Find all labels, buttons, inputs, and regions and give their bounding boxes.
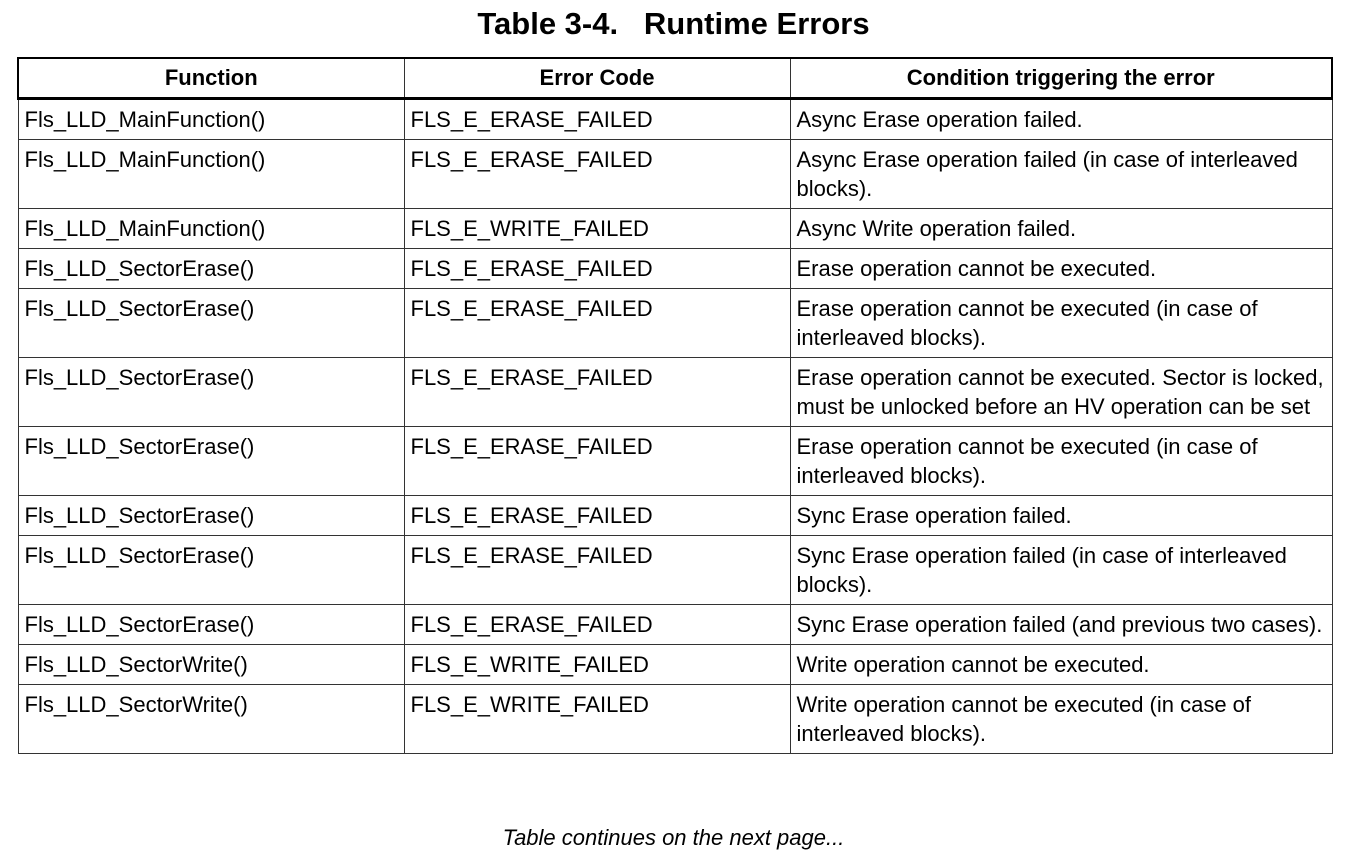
table-row	[18, 605, 1332, 645]
error-code-cell: FLS_E_ERASE_FAILED	[404, 536, 790, 605]
error-code-cell: FLS_E_ERASE_FAILED	[404, 496, 790, 536]
function-cell: Fls_LLD_SectorErase()	[18, 536, 404, 605]
table-row	[18, 140, 1332, 209]
table-row	[18, 685, 1332, 754]
table-header-row	[18, 58, 1332, 99]
function-cell: Fls_LLD_MainFunction()	[18, 99, 404, 140]
function-cell: Fls_LLD_SectorErase()	[18, 496, 404, 536]
column-header-function: Function	[18, 58, 404, 99]
error-code-cell: FLS_E_ERASE_FAILED	[404, 99, 790, 140]
function-cell: Fls_LLD_SectorWrite()	[18, 645, 404, 685]
function-cell: Fls_LLD_MainFunction()	[18, 140, 404, 209]
error-code-cell: FLS_E_WRITE_FAILED	[404, 645, 790, 685]
function-cell: Fls_LLD_SectorErase()	[18, 289, 404, 358]
condition-cell: Async Write operation failed.	[790, 209, 1332, 249]
error-code-cell: FLS_E_ERASE_FAILED	[404, 358, 790, 427]
table-row	[18, 249, 1332, 289]
condition-cell: Erase operation cannot be executed. Sector is locked, must be unlocked before an HV operation can be set	[790, 358, 1332, 427]
error-code-cell: FLS_E_WRITE_FAILED	[404, 685, 790, 754]
condition-cell: Async Erase operation failed.	[790, 99, 1332, 140]
table-row	[18, 427, 1332, 496]
condition-cell: Sync Erase operation failed.	[790, 496, 1332, 536]
error-code-cell: FLS_E_ERASE_FAILED	[404, 605, 790, 645]
function-cell: Fls_LLD_SectorErase()	[18, 427, 404, 496]
condition-cell: Write operation cannot be executed.	[790, 645, 1332, 685]
table-continues-note: Table continues on the next page...	[502, 825, 845, 850]
table-row	[18, 645, 1332, 685]
function-cell: Fls_LLD_SectorWrite()	[18, 685, 404, 754]
column-header-condition: Condition triggering the error	[790, 58, 1332, 99]
condition-cell: Erase operation cannot be executed.	[790, 249, 1332, 289]
column-header-error-code: Error Code	[404, 58, 790, 99]
table-row	[18, 536, 1332, 605]
function-cell: Fls_LLD_SectorErase()	[18, 249, 404, 289]
function-cell: Fls_LLD_SectorErase()	[18, 358, 404, 427]
table-row	[18, 209, 1332, 249]
condition-cell: Write operation cannot be executed (in case of interleaved blocks).	[790, 685, 1332, 754]
condition-cell: Erase operation cannot be executed (in case of interleaved blocks).	[790, 427, 1332, 496]
runtime-errors-table	[17, 57, 1333, 754]
table-row	[18, 289, 1332, 358]
error-code-cell: FLS_E_ERASE_FAILED	[404, 289, 790, 358]
condition-cell: Erase operation cannot be executed (in case of interleaved blocks).	[790, 289, 1332, 358]
function-cell: Fls_LLD_SectorErase()	[18, 605, 404, 645]
condition-cell: Sync Erase operation failed (and previous two cases).	[790, 605, 1332, 645]
table-row	[18, 496, 1332, 536]
error-code-cell: FLS_E_WRITE_FAILED	[404, 209, 790, 249]
condition-cell: Async Erase operation failed (in case of interleaved blocks).	[790, 140, 1332, 209]
error-code-cell: FLS_E_ERASE_FAILED	[404, 427, 790, 496]
table-row	[18, 99, 1332, 140]
condition-cell: Sync Erase operation failed (in case of interleaved blocks).	[790, 536, 1332, 605]
error-code-cell: FLS_E_ERASE_FAILED	[404, 249, 790, 289]
table-row	[18, 358, 1332, 427]
error-code-cell: FLS_E_ERASE_FAILED	[404, 140, 790, 209]
function-cell: Fls_LLD_MainFunction()	[18, 209, 404, 249]
table-caption: Table 3-4. Runtime Errors	[477, 6, 870, 41]
